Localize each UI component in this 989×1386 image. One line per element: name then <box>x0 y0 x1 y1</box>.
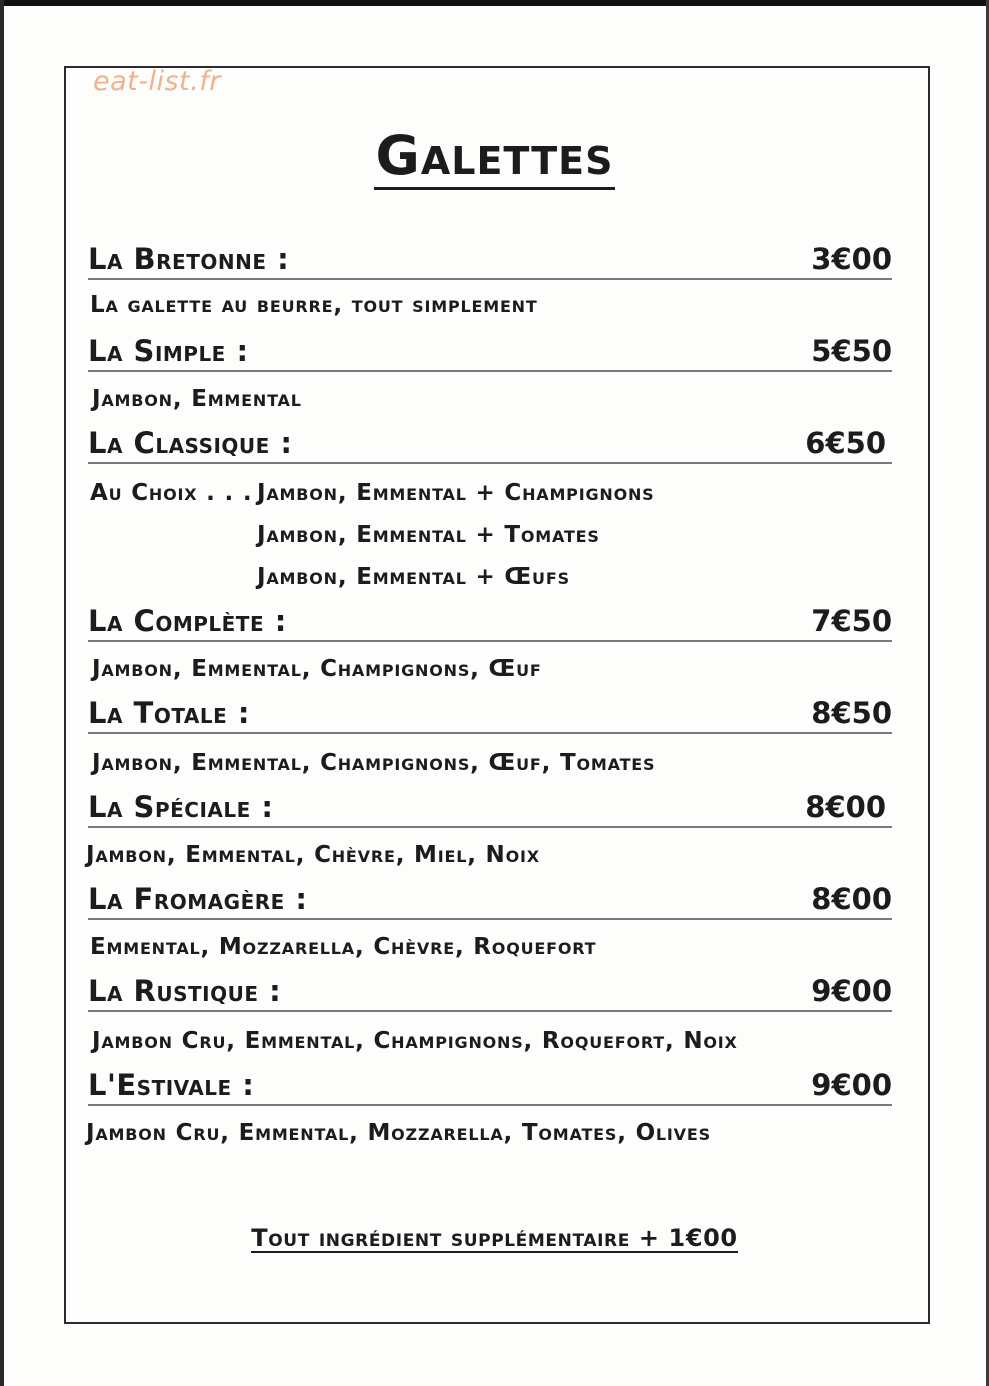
item-description: Jambon, Emmental, Champignons, Œuf, Tomates <box>92 750 656 776</box>
item-price: 9€00 <box>811 974 892 1008</box>
menu-item-rustique <box>88 970 892 1012</box>
watermark: eat-list.fr <box>93 66 221 97</box>
item-name: L'Estivale : <box>88 1068 255 1102</box>
menu-item-estivale <box>88 1064 892 1106</box>
item-description: Jambon, Emmental + Œufs <box>257 564 570 590</box>
item-name: La Classique : <box>88 426 293 460</box>
item-description: Jambon, Emmental <box>92 386 302 412</box>
item-price: 5€50 <box>811 334 892 368</box>
menu-item-fromagere <box>88 878 892 920</box>
supplement-note: Tout ingrédient supplémentaire + 1€00 <box>251 1224 738 1252</box>
item-description: Jambon, Emmental, Champignons, Œuf <box>92 656 542 682</box>
item-description: Jambon, Emmental, Chèvre, Miel, Noix <box>86 842 540 868</box>
menu-item-speciale <box>88 786 892 828</box>
menu-item-complete <box>88 600 892 642</box>
item-description: Jambon, Emmental + Tomates <box>257 522 600 548</box>
item-price: 9€00 <box>811 1068 892 1102</box>
scan-edge-left <box>0 0 4 1386</box>
item-name: La Simple : <box>88 334 249 368</box>
item-name: La Rustique : <box>88 974 282 1008</box>
item-name: La Complète : <box>88 604 287 638</box>
menu-title: Galettes <box>374 128 616 190</box>
item-price: 6€50 <box>805 426 886 460</box>
item-name: La Fromagère : <box>88 882 308 916</box>
menu-item-simple <box>88 330 892 372</box>
supplement-note-wrap <box>0 1225 989 1253</box>
item-description: Jambon Cru, Emmental, Mozzarella, Tomates, Olives <box>86 1120 711 1146</box>
scan-edge-top <box>0 0 989 6</box>
item-price: 3€00 <box>811 242 892 276</box>
item-price: 8€00 <box>811 882 892 916</box>
item-description: La galette au beurre, tout simplement <box>90 292 538 318</box>
item-price: 7€50 <box>811 604 892 638</box>
menu-item-totale <box>88 692 892 734</box>
item-description-prefix: Au Choix . . . <box>90 480 253 506</box>
item-price: 8€50 <box>811 696 892 730</box>
menu-item-bretonne <box>88 238 892 280</box>
menu-title-wrap <box>0 124 989 190</box>
item-description: Jambon Cru, Emmental, Champignons, Roquefort, Noix <box>92 1028 738 1054</box>
item-description: Emmental, Mozzarella, Chèvre, Roquefort <box>90 934 597 960</box>
menu-item-classique <box>88 422 892 464</box>
item-name: La Bretonne : <box>88 242 290 276</box>
item-name: La Totale : <box>88 696 251 730</box>
item-description: Jambon, Emmental + Champignons <box>257 480 655 506</box>
item-name: La Spéciale : <box>88 790 274 824</box>
item-price: 8€00 <box>805 790 886 824</box>
